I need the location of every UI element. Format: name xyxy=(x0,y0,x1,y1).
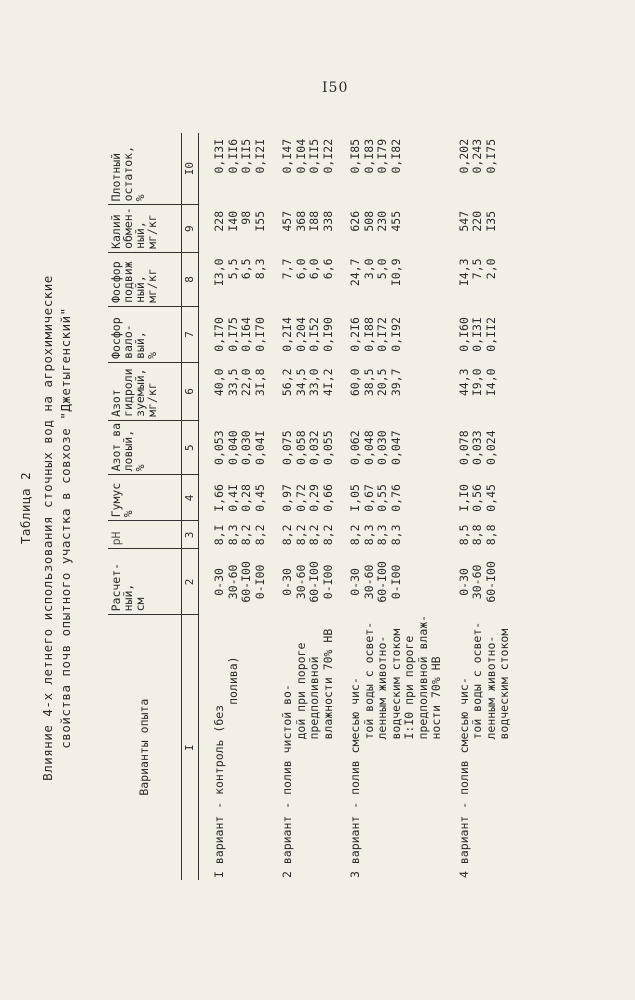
dry-residue-cell: 0,202 0,243 0,I75 xyxy=(456,138,498,174)
potassium-cell: 457 368 I88 338 xyxy=(280,210,335,232)
header-cell: Азот гидроли зуемый, мг/кг xyxy=(108,362,182,420)
variant-row xyxy=(458,133,512,880)
dry-residue-cell: 0,I47 0,I04 0,II5 0,I22 xyxy=(280,138,335,174)
variant-name: 4 вариант - полив смесью чис- той воды с освет- ленным животно- водческим стоком xyxy=(456,621,511,878)
column-number: 2 xyxy=(182,549,199,615)
mobile-phosphorus-cell: I3,0 5,5 6,5 8,3 xyxy=(212,258,267,287)
total-nitrogen-cell: 0,062 0,048 0,030 0,047 xyxy=(348,430,403,465)
ph-cell: 8,2 8,3 8,3 8,3 xyxy=(348,524,403,546)
humus-cell: I,I0 0,56 0,45 xyxy=(456,484,498,512)
variant-row xyxy=(281,133,335,880)
depth-cell: 0-30 30-60 60-I00 xyxy=(456,561,498,603)
column-number: 7 xyxy=(182,306,199,362)
total-nitrogen-cell: 0,053 0,040 0,030 0,04I xyxy=(212,430,267,465)
total-nitrogen-cell: 0,078 0,033 0,024 xyxy=(456,430,498,465)
total-phosphorus-cell: 0,I60 0,I3I 0,II2 xyxy=(456,317,498,352)
agrochemical-table xyxy=(108,133,512,880)
rotated-table-block xyxy=(0,88,615,968)
header-cell: Азот ва ловый, % xyxy=(108,420,182,474)
column-number: 5 xyxy=(182,420,199,474)
header-row xyxy=(108,133,182,880)
hydrolysable-nitrogen-cell: 40,0 33,5 22,0 3I,8 xyxy=(212,368,267,397)
column-number: I xyxy=(182,615,199,880)
mobile-phosphorus-cell: 24,7 3,0 5,0 I0,9 xyxy=(348,258,403,287)
table-title-line-1: Влияние 4-х летнего использования сточных вод на агрохимические xyxy=(40,275,55,781)
total-phosphorus-cell: 0,I70 0,I75 0,I64 0,I70 xyxy=(212,317,267,352)
depth-cell: 0-30 30-60 60-I00 0-I00 xyxy=(212,561,267,603)
page-number: I50 xyxy=(322,80,349,96)
header-cell: рН xyxy=(108,521,182,549)
header-cell: Гумус % xyxy=(108,475,182,521)
column-number: 8 xyxy=(182,252,199,306)
hydrolysable-nitrogen-cell: 60,0 38,5 20,5 39,7 xyxy=(348,368,403,397)
humus-cell: I,66 0,4I 0,28 0,45 xyxy=(212,484,267,512)
column-number: I0 xyxy=(182,133,199,205)
header-cell: Плотный остаток, % xyxy=(108,133,182,205)
header-cell: Расчет- ный, см xyxy=(108,549,182,615)
variant-name: 2 вариант - полив чистой во- дой при пороге предполивной влажности 70% НВ xyxy=(280,628,335,878)
header-cell: Фосфор вало- вый, % xyxy=(108,306,182,362)
dry-residue-cell: 0,I3I 0,II6 0,II5 0,I2I xyxy=(212,138,267,174)
potassium-cell: 228 I40 98 I55 xyxy=(212,210,267,232)
potassium-cell: 547 220 I35 xyxy=(456,210,498,232)
ph-cell: 8,5 8,8 8,8 xyxy=(456,524,498,546)
variant-name: 3 вариант - полив смесью чис- той воды с освет- ленным животно- водческим стоком I:I0 при пороге предполивной влаж- ности 70% НВ xyxy=(348,614,443,878)
column-number: 9 xyxy=(182,205,199,253)
hydrolysable-nitrogen-cell: 44,3 I9,0 I4,0 xyxy=(456,368,498,397)
column-number-row xyxy=(182,133,199,880)
potassium-cell: 626 508 230 455 xyxy=(348,210,403,232)
hydrolysable-nitrogen-cell: 56,2 34,5 33,0 4I,2 xyxy=(280,368,335,397)
column-number: 6 xyxy=(182,362,199,420)
variant-name: I вариант - контроль (без полива) xyxy=(212,656,240,878)
header-cell: Фосфор подвиж ный, мг/кг xyxy=(108,252,182,306)
ph-cell: 8,2 8,2 8,2 8,2 xyxy=(280,524,335,546)
total-nitrogen-cell: 0,075 0,058 0,032 0,055 xyxy=(280,430,335,465)
variant-row xyxy=(213,133,267,880)
mobile-phosphorus-cell: I4,3 7,5 2,0 xyxy=(456,258,498,287)
ph-cell: 8,I 8,3 8,2 8,2 xyxy=(212,524,267,546)
header-cell: Варианты опыта xyxy=(108,615,182,880)
humus-cell: I,05 0,67 0,55 0,76 xyxy=(348,484,403,512)
table-title-line-2: свойства почв опытного участка в совхозе "Джетыгенский" xyxy=(58,307,73,749)
total-phosphorus-cell: 0,2I6 0,I88 0,I72 0,I92 xyxy=(348,317,403,352)
total-phosphorus-cell: 0,2I4 0,204 0,I52 0,I90 xyxy=(280,317,335,352)
mobile-phosphorus-cell: 7,7 6,0 6,0 6,6 xyxy=(280,258,335,280)
column-number: 4 xyxy=(182,475,199,521)
depth-cell: 0-30 30-60 60-I00 0-I00 xyxy=(280,561,335,603)
variant-row xyxy=(349,133,444,880)
humus-cell: 0,97 0,72 0,29 0,66 xyxy=(280,484,335,512)
column-number: 3 xyxy=(182,521,199,549)
header-cell: Калий обмен- ный, мг/кг xyxy=(108,205,182,253)
dry-residue-cell: 0,I85 0,I83 0,I79 0,I82 xyxy=(348,138,403,174)
table-label: Таблица 2 xyxy=(18,471,33,545)
depth-cell: 0-30 30-60 60-I00 0-I00 xyxy=(348,561,403,603)
